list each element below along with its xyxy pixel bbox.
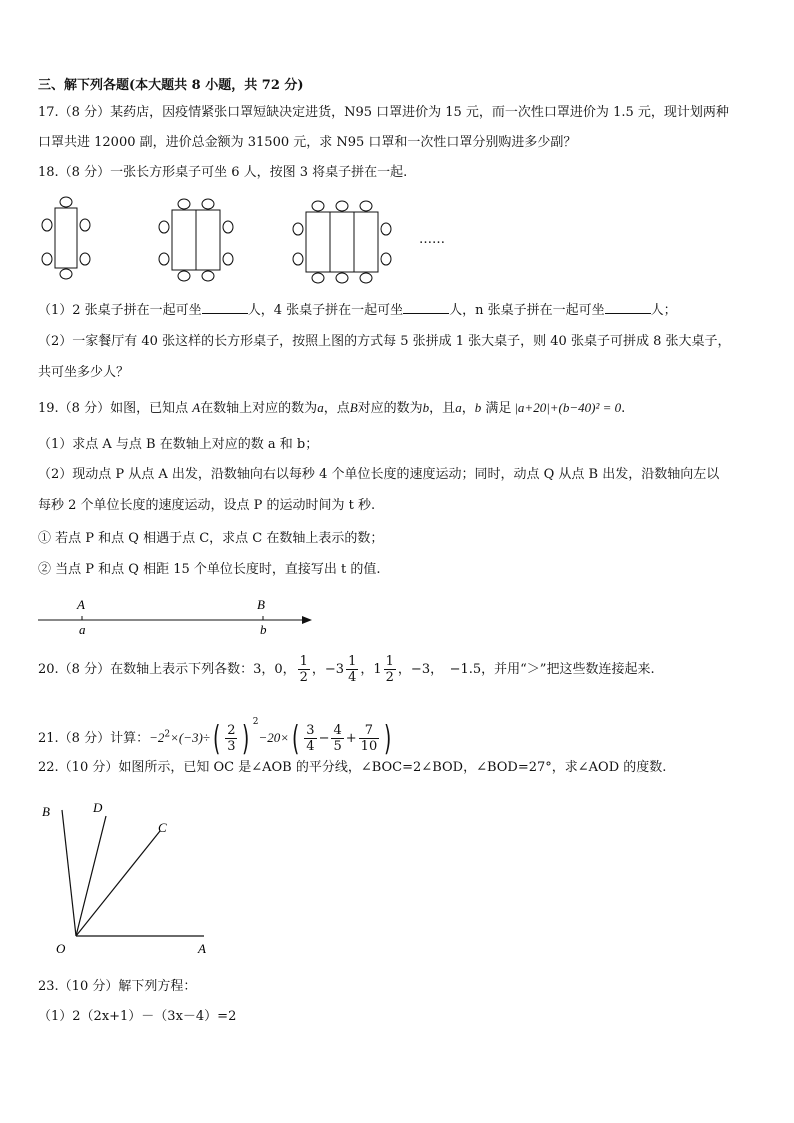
q20-text: 20.（8 分）在数轴上表示下列各数：3，0， <box>38 662 296 677</box>
label-b: b <box>260 622 267 637</box>
fraction: $\frac{1}{2}$ <box>299 654 308 685</box>
label-C: C <box>158 820 167 835</box>
q21-stem: 21.（8 分）计算：$-2^2\times(-3)\div$( $\frac{2}{3}$ ) $^2$−20×( $\frac{3}{4}$ − $\frac{4}{5}$ + $\frac{7}{10}$ ) <box>38 717 392 759</box>
chair <box>223 253 233 265</box>
answer-blank[interactable] <box>403 301 449 314</box>
chair <box>360 273 372 283</box>
chair <box>336 201 348 211</box>
q19-text: 在数轴上对应的数为 <box>200 401 318 416</box>
table-rect <box>196 210 220 270</box>
q19-condition: |a+20|+(b−40)² = 0 <box>514 400 622 415</box>
q23-stem: 23.（10 分）解下列方程： <box>38 979 197 994</box>
answer-blank[interactable] <box>605 301 651 314</box>
chair <box>178 271 190 281</box>
q21-expr: ×(−3)÷ <box>170 730 210 745</box>
answer-blank[interactable] <box>202 301 248 314</box>
q23-part1: （1）2（2x+1）－（3x－4）=2 <box>38 1009 237 1024</box>
q19-text: ，点 <box>323 401 350 416</box>
chair <box>159 253 169 265</box>
label-A: A <box>198 941 206 956</box>
q19-text: ， <box>461 401 475 416</box>
label-B: B <box>42 804 50 819</box>
q19-text: ，且 <box>429 401 456 416</box>
chair <box>60 197 72 207</box>
q22-stem: 22.（10 分）如图所示，已知 OC 是∠AOB 的平分线，∠BOC=2∠BOD，∠BOD=27°，求∠AOD 的度数. <box>38 760 667 775</box>
label-B: B <box>257 597 265 612</box>
q19-var: a <box>317 400 324 415</box>
q19-p2-line1: （2）现动点 P 从点 A 出发，沿数轴向右以每秒 4 个单位长度的速度运动；同时，动点 Q 从点 B 出发，沿数轴向左以 <box>38 467 720 482</box>
q18-p1-text-a: （1）2 张桌子拼在一起可坐 <box>38 303 202 318</box>
q19-text: . <box>621 401 626 416</box>
number-line-figure <box>30 594 320 638</box>
q19-text: 满足 <box>481 401 512 416</box>
q21-expr: −2 <box>149 730 165 745</box>
chair <box>312 273 324 283</box>
q21-text: 21.（8 分）计算： <box>38 731 150 746</box>
q18-ellipsis: …… <box>419 232 445 247</box>
chair <box>202 271 214 281</box>
fraction: $\frac{1}{2}$ <box>385 654 394 685</box>
q20-stem <box>38 652 655 688</box>
fraction: $\frac{1}{4}$ <box>348 654 357 685</box>
chair <box>223 221 233 233</box>
chair <box>42 253 52 265</box>
chair <box>312 201 324 211</box>
q19-text: 19.（8 分）如图，已知点 <box>38 401 193 416</box>
q19-case2: ② 当点 P 和点 Q 相距 15 个单位长度时，直接写出 t 的值. <box>38 562 381 577</box>
table-rect <box>306 212 330 272</box>
fraction: $\frac{2}{3}$ <box>227 723 236 754</box>
q21-expr: −20× <box>258 730 290 745</box>
q19-var: a <box>455 400 462 415</box>
q18-stem: 18.（8 分）一张长方形桌子可坐 6 人，按图 3 将桌子拼在一起. <box>38 165 408 180</box>
chair <box>42 219 52 231</box>
q18-part1 <box>38 301 677 320</box>
fraction: $\frac{7}{10}$ <box>360 723 378 754</box>
chair <box>381 223 391 235</box>
angle-figure <box>36 796 226 958</box>
q19-stem <box>38 399 625 418</box>
table-rect <box>55 208 77 268</box>
chair <box>60 269 72 279</box>
chair <box>336 273 348 283</box>
label-D: D <box>93 800 103 815</box>
q17-line2: 口罩共进 12000 副，进价总金额为 31500 元，求 N95 口罩和一次性口罩分别购进多少副？ <box>38 135 577 150</box>
q19-var: B <box>349 400 358 415</box>
chair <box>178 199 190 209</box>
q19-var: b <box>474 400 482 415</box>
ray-OB <box>62 810 76 936</box>
table-rect <box>354 212 378 272</box>
q19-var: b <box>422 400 430 415</box>
chair <box>381 253 391 265</box>
q19-text: 对应的数为 <box>357 401 423 416</box>
q19-p2-line2: 每秒 2 个单位长度的速度运动，设点 P 的运动时间为 t 秒. <box>38 498 376 513</box>
label-a: a <box>79 622 86 637</box>
arrow-head <box>302 616 312 624</box>
label-O: O <box>56 941 66 956</box>
q18-p1-text-d: 人； <box>650 303 677 318</box>
q19-case1: ① 若点 P 和点 Q 相遇于点 C，求点 C 在数轴上表示的数； <box>38 531 384 546</box>
q20-text: ，−3 <box>311 662 345 677</box>
chair <box>293 253 303 265</box>
q20-text: ，1 <box>360 662 382 677</box>
chair <box>360 201 372 211</box>
label-A: A <box>77 597 85 612</box>
table-rect <box>330 212 354 272</box>
q19-var: A <box>192 400 201 415</box>
chair <box>202 199 214 209</box>
q18-p1-text-c: 人，n 张桌子拼在一起可坐 <box>449 303 605 318</box>
chair <box>80 253 90 265</box>
q17-line1: 17.（8 分）某药店，因疫情紧张口罩短缺决定进货，N95 口罩进价为 15 元，而一次性口罩进价为 1.5 元，现计划两种 <box>38 105 729 120</box>
table-rect <box>172 210 196 270</box>
q19-part1: （1）求点 A 与点 B 在数轴上对应的数 a 和 b； <box>38 437 319 452</box>
chair <box>159 221 169 233</box>
fraction: $\frac{3}{4}$ <box>306 723 315 754</box>
chair <box>293 223 303 235</box>
q18-p2-line2: 共可坐多少人？ <box>38 365 130 380</box>
q18-p1-text-b: 人，4 张桌子拼在一起可坐 <box>247 303 404 318</box>
section-title: 三、解下列各题(本大题共 8 小题，共 72 分) <box>38 78 304 93</box>
fraction: $\frac{4}{5}$ <box>333 723 342 754</box>
q18-p2-line1: （2）一家餐厅有 40 张这样的长方形桌子，按照上图的方式每 5 张拼成 1 张大桌子，则 40 张桌子可拼成 8 张大桌子， <box>38 334 731 349</box>
chair <box>80 219 90 231</box>
q20-text: ，−3， −1.5，并用“＞”把这些数连接起来. <box>397 662 655 677</box>
